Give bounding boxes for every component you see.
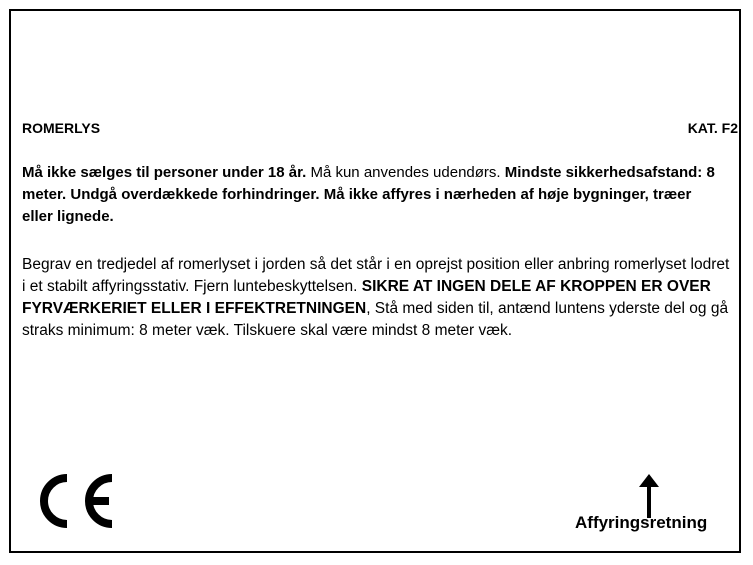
ignition-text: Stå med siden til, antænd luntens yderste del og gå straks minimum: 8 meter væk. Tilskuere skal være mindst 8 meter væk. bbox=[22, 300, 729, 339]
firing-direction-label: Affyringsretning bbox=[575, 513, 708, 532]
placement-text: Begrav en tredjedel af romerlyset i jorden så det står i en oprejst position eller anbring romerlyset lodret i et stabilt affyringsstativ. Fjern luntebeskyttelsen. bbox=[22, 256, 730, 295]
comma-text: , bbox=[366, 300, 371, 317]
category-label: KAT. F2 bbox=[687, 120, 738, 136]
outdoor-only-text: Må kun anvendes udendørs. bbox=[306, 164, 505, 181]
warning-text bbox=[22, 162, 722, 228]
usage-instructions bbox=[22, 254, 737, 342]
arrow-up-icon bbox=[638, 474, 660, 518]
safety-distance-text: Mindste sikkerhedsafstand: 8 meter. Undgå overdækkede forhindringer. Må ikke affyres i nærheden af høje bygninger, træer eller lignede. bbox=[22, 164, 715, 225]
product-name: ROMERLYS bbox=[22, 120, 101, 136]
ce-mark-icon bbox=[30, 470, 120, 532]
age-limit-text: Må ikke sælges til personer under 18 år. bbox=[22, 164, 307, 181]
body-warning-text: SIKRE AT INGEN DELE AF KROPPEN ER OVER FYRVÆRKERIET ELLER I EFFEKTRETNINGEN bbox=[22, 278, 711, 317]
